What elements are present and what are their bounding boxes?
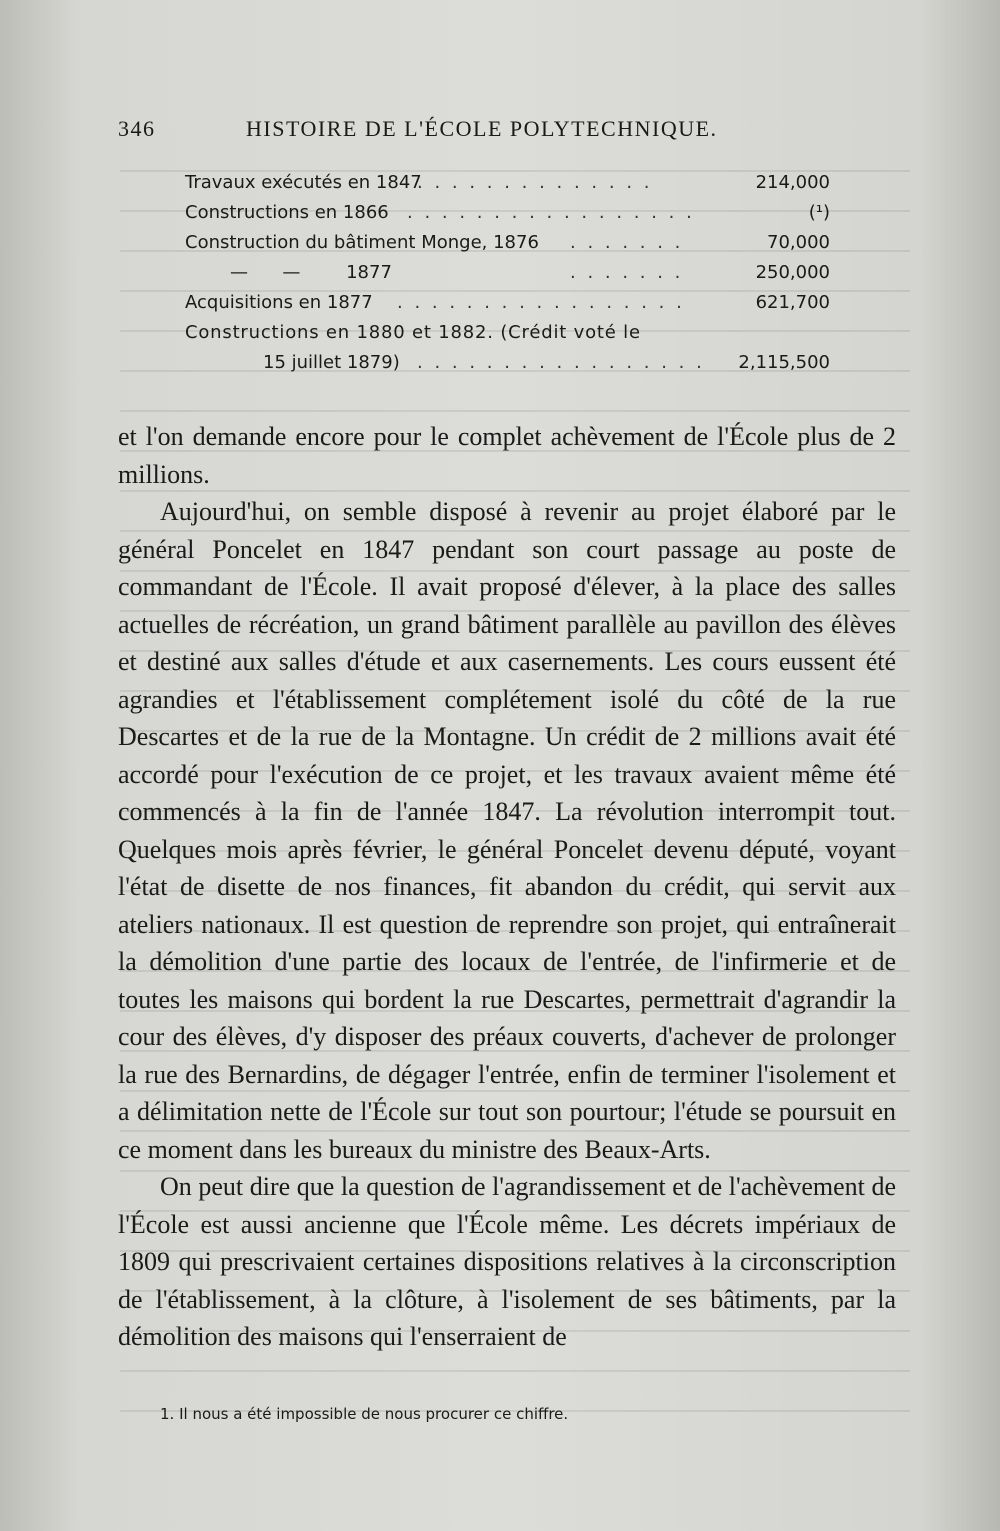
running-title: HISTOIRE DE L'ÉCOLE POLYTECHNIQUE. [246, 116, 718, 141]
ledger-amount: 214,000 [755, 172, 830, 193]
ledger-row [185, 258, 830, 288]
ledger-amount: 2,115,500 [738, 352, 830, 373]
ledger-row [185, 228, 830, 258]
ledger-row [185, 348, 830, 378]
body-text [118, 418, 896, 1356]
ledger-label: 15 juillet 1879) [263, 352, 400, 373]
ledger-amount: 250,000 [755, 262, 830, 283]
paragraph: On peut dire que la question de l'agrandissement et de l'achèvement de l'École est aussi ancienne que l'École même. Les décrets impériaux de 1809 qui prescrivaient certaines dispositions relatives à la circonscription de l'établissement, à la clôture, à l'isolement de ses bâtiments, par la démolition des maisons qui l'enserraient de [118, 1172, 896, 1351]
ledger-label: Acquisitions en 1877 [185, 292, 373, 313]
ledger-row [185, 168, 830, 198]
ledger-label: Travaux exécutés en 1847 [185, 172, 422, 193]
ledger-label: Construction du bâtiment Monge, 1876 [185, 232, 539, 253]
paragraph: Aujourd'hui, on semble disposé à revenir au projet élaboré par le général Poncelet en 1847 pendant son court passage au poste de commandant de l'École. Il avait proposé d'élever, à la place des salles actuelles de récréation, un grand bâtiment parallèle au pavillon des élèves et destiné aux salles d'étude et aux casernements. Les cours eussent été agrandies et l'établissement complétement isolé du côté de la rue Descartes et de la rue de la Montagne. Un crédit de 2 millions avait été accordé pour l'exécution de ce projet, et les travaux avaient même été commencés à la fin de l'année 1847. La révolution interrompit tout. Quelques mois après février, le général Poncelet devenu député, voyant l'état de disette de nos finances, fit abandon du crédit, qui servit aux ateliers nationaux. Il est question de reprendre son projet, qui entraînerait la démolition d'une partie des locaux de l'entrée, de l'infirmerie et de toutes les maisons qui bordent la rue Descartes, permettrait d'agrandir la cour des élèves, d'y disposer des préaux couverts, d'achever de prolonger la rue des Bernardins, de dégager l'entrée, enfin de terminer l'isolement et a délimitation nette de l'École sur tout son pourtour; l'étude se poursuit en ce moment dans les bureaux du ministre des Beaux-Arts. [118, 497, 896, 1164]
ledger-row [185, 198, 830, 228]
ledger-amount: (¹) [808, 202, 830, 223]
ledger-label: Constructions en 1880 et 1882. (Crédit voté le [185, 322, 641, 343]
dot-leaders: . . . . . . . . . . . . . . . . . [417, 352, 705, 373]
paragraph: et l'on demande encore pour le complet achèvement de l'École plus de 2 millions. [118, 422, 896, 489]
expense-ledger [185, 168, 830, 378]
dot-leaders: . . . . . . . . . . . . . . . . . [397, 292, 685, 313]
dot-leaders: . . . . . . . [570, 232, 684, 253]
ledger-label: — — 1877 [230, 262, 392, 283]
ledger-label: Constructions en 1866 [185, 202, 389, 223]
ledger-amount: 70,000 [767, 232, 830, 253]
dot-leaders: . . . . . . . [570, 262, 684, 283]
dot-leaders: . . . . . . . . . . . . . . . . . [407, 202, 695, 223]
footnote: 1. Il nous a été impossible de nous procurer ce chiffre. [160, 1405, 569, 1423]
page-number: 346 [118, 116, 156, 141]
ledger-amount: 621,700 [755, 292, 830, 313]
dot-leaders: . . . . . . . . . . . . . . [417, 172, 653, 193]
ledger-row [185, 288, 830, 318]
ledger-row [185, 318, 830, 348]
